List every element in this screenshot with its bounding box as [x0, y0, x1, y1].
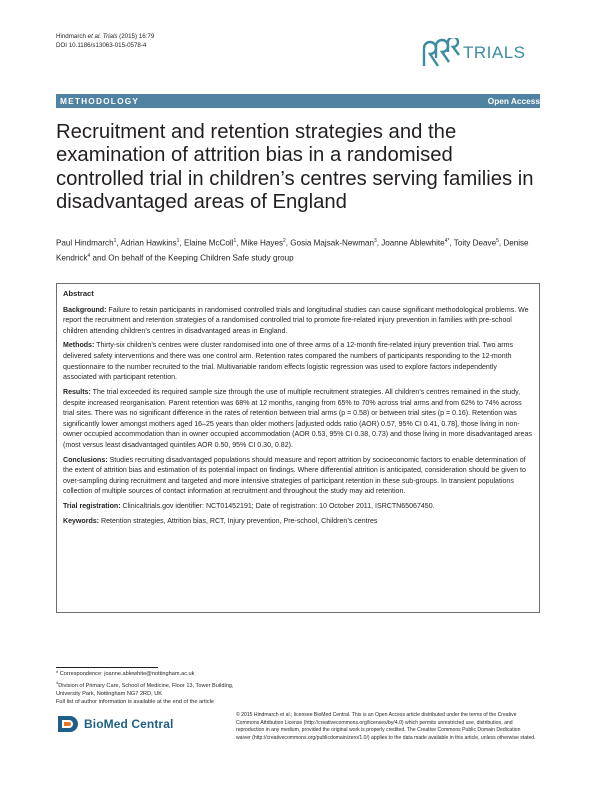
author-affiliation-mark: 4*	[444, 238, 450, 244]
author-affiliation-mark: 4	[87, 253, 91, 260]
publisher-logo-text: BioMed Central	[84, 717, 174, 731]
registration-label: Trial registration:	[63, 503, 121, 511]
keywords-text: Retention strategies, Attrition bias, RCT, Injury prevention, Pre-school, Children’s centres	[99, 517, 378, 525]
conclusions-text: Studies recruiting disadvantaged populations should measure and report attrition by socioeconomic factors to enable determination of the extent of attrition bias and estimation of its potential impact on findings. Where differential attrition is anticipated, consideration should be given to over-sampling during recruitment and targeted and more intensive strategies of participant retention in these sub-groups. In transient populations collection of multiple sources of contact information at recruitment and throughout the study may aid retention.	[63, 456, 526, 496]
affiliation	[56, 679, 296, 691]
author-name: Elaine McColl	[183, 238, 234, 248]
keywords-label: Keywords:	[63, 517, 100, 525]
affiliation-number: 4	[56, 679, 59, 685]
author-affiliation-mark: 1	[113, 238, 117, 244]
abstract-background	[63, 306, 532, 338]
full-author-info-note: Full list of author information is available at the end of the article	[56, 698, 214, 705]
abstract-results	[63, 388, 532, 452]
article-title: Recruitment and retention strategies and the examination of attrition bias in a randomised controlled trial in children’s centres serving families in disadvantaged areas of England	[56, 121, 534, 214]
author-list	[56, 235, 540, 265]
abstract-methods	[63, 341, 532, 383]
author-affiliation-mark: 3	[373, 238, 377, 244]
author-separator: ,	[179, 238, 184, 248]
author-separator: ,	[376, 238, 382, 248]
affiliation-line-2: University Park, Nottingham NG7 2RD, UK	[56, 690, 163, 697]
citation-line	[56, 33, 154, 42]
abstract-conclusions	[63, 456, 532, 498]
author-separator: ,	[236, 238, 241, 248]
citation-block	[56, 33, 154, 50]
author-affiliation-mark: 5	[496, 238, 499, 244]
author-affiliation-mark: 1	[233, 238, 237, 244]
doi: DOI 10.1186/s13063-015-0578-4	[56, 41, 147, 49]
section-label: METHODOLOGY	[60, 96, 140, 106]
results-text: The trial exceeded its required sample size through the use of multiple recruitment strategies. All children’s centres remained in the study, despite increased reorganisation. Parent retention was 68% at 12 months, ranging from 65% to 70% across trial arms and from 62% to 74% across trial sites. There was no significant difference in the rates of retention between trial arms (p = 0.58) or between trial sites (p = 0.16). Retention was significantly lower amongst mothers aged 16–25 years than older mothers [adjusted odds ratio (AOR) 0.57, 95% CI 0.41, 0.78], those living in non-owner occupied accommodation than in owner occupied accommodation (AOR 0.53, 95% CI 0.38, 0.73) and those living in more disadvantaged areas (most versus least disadvantaged quintiles AOR 0.50, 95% CI 0.30, 0.82).	[63, 388, 532, 449]
author-separator: ,	[285, 238, 291, 248]
citation-journal: et al. Trials	[87, 33, 118, 40]
author-separator: and	[90, 253, 109, 263]
correspondence: * Correspondence: joanne.ablewhite@nottingham.ac.uk	[56, 671, 195, 677]
abstract-keywords	[63, 517, 532, 528]
author-name: Paul Hindmarch	[56, 238, 114, 248]
footnote-divider	[56, 667, 158, 668]
author-affiliation-mark: 2	[283, 238, 286, 244]
footnotes	[56, 671, 296, 706]
license-text: © 2015 Hindmarch et al.; licensee BioMed Central. This is an Open Access article distributed under the terms of the Creative Commons Attribution License (http://creativecommons.org/licenses/by/4.0) which permits unrestricted use, distribution, and reproduction in any medium, provided the original work is properly credited. The Creative Commons Public Domain Dedication waiver (http://creativecommons.org/publicdomain/zero/1.0/) applies to the data made available in this article, unless otherwise stated.	[236, 712, 536, 741]
author-name: On behalf of the Keeping Children Safe study group	[108, 253, 294, 263]
background-text: Failure to retain participants in randomised controlled trials and longitudinal studies can cause significant methodological problems. We report the recruitment and retention strategies of a randomised controlled trial to promote fire-related injury prevention in families with pre-school children attending children’s centres in disadvantaged areas in England.	[63, 306, 529, 335]
methods-text: Thirty-six children’s centres were cluster randomised into one of three arms of a 12-month fire-related injury prevention trial. Two arms delivered safety interventions and there was one control arm. Retention rates compared the numbers of participants responding to the 12-month questionnaire to the number recruited to the trial. Multivariable random effects logistic regression was used to explore factors independently associated with participant retention.	[63, 342, 514, 382]
author-name: Toity Deave	[453, 238, 497, 248]
background-label: Background:	[63, 306, 107, 314]
abstract-heading: Abstract	[63, 289, 94, 298]
registration-text: Clinicaltrials.gov identifier: NCT01452191; Date of registration: 10 October 2011, ISRCTN65067450.	[120, 503, 435, 511]
author-name: Denise Kendrick	[56, 238, 529, 263]
author-affiliation-mark: 1	[176, 238, 180, 244]
abstract	[63, 289, 532, 531]
author-name: Adrian Hawkins	[120, 238, 177, 248]
author-name: Gosia Majsak-Newman	[290, 238, 374, 248]
results-label: Results:	[63, 388, 91, 396]
open-access-label: Open Access	[487, 96, 540, 106]
citation-authors: Hindmarch	[56, 33, 88, 40]
citation-volume: (2015) 16:79	[117, 33, 155, 40]
author-name: Mike Hayes	[240, 238, 283, 248]
methods-label: Methods:	[63, 342, 95, 350]
author-separator: ,	[449, 238, 454, 248]
journal-logo-text: TRIALS	[463, 43, 526, 62]
abstract-registration	[63, 502, 532, 513]
author-name: Joanne Ablewhite	[381, 238, 445, 248]
author-separator: ,	[498, 238, 504, 248]
author-separator: ,	[116, 238, 121, 248]
conclusions-label: Conclusions:	[63, 456, 108, 464]
affiliation-line-1: Division of Primary Care, School of Medicine, Floor 13, Tower Building,	[58, 682, 234, 689]
